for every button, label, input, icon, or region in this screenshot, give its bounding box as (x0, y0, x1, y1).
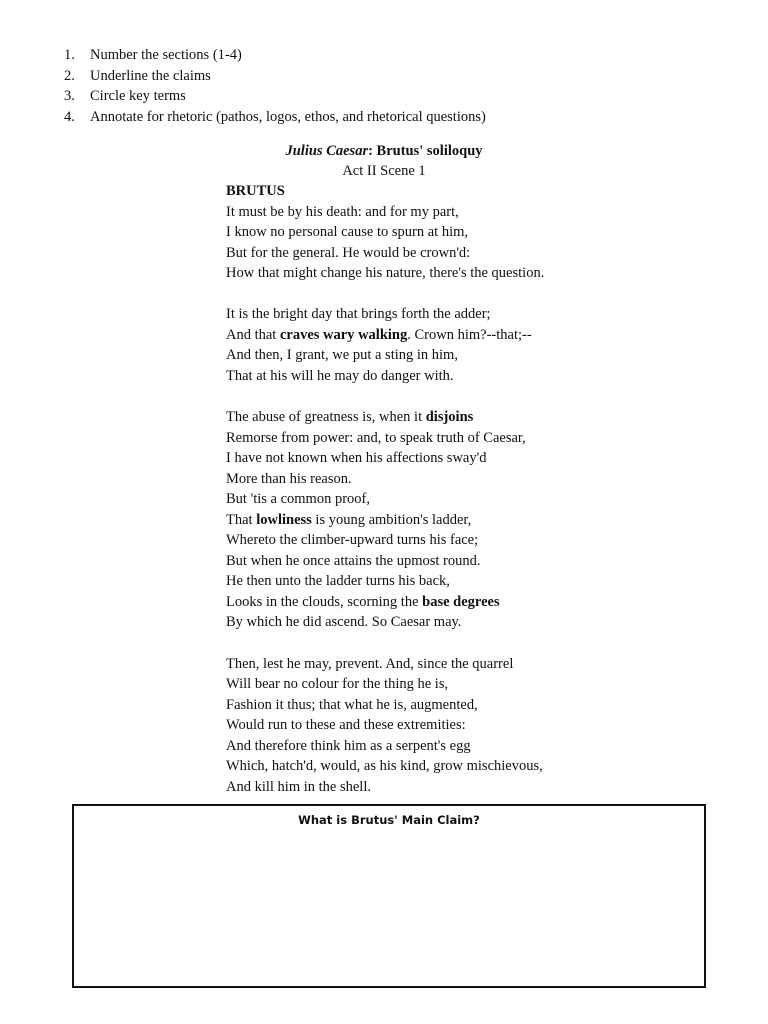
stanza-container (226, 202, 544, 798)
verse-segment: Fashion it thus; that what he is, augmented, (226, 696, 478, 713)
stanza-gap (226, 386, 544, 407)
stanza-1 (226, 202, 544, 284)
verse-line (226, 263, 544, 284)
verse-line (226, 325, 544, 346)
verse-segment: . Crown him?--that;-- (407, 326, 532, 343)
instruction-text: Underline the claims (90, 67, 211, 84)
scene-subtitle: Act II Scene 1 (342, 163, 426, 179)
verse-line (226, 222, 544, 243)
verse-segment: Which, hatch'd, would, as his kind, grow mischievous, (226, 758, 543, 775)
instruction-item (64, 45, 486, 66)
verse-segment: Will bear no colour for the thing he is, (226, 676, 449, 693)
verse-line (226, 510, 544, 531)
verse-line (226, 654, 544, 675)
verse-line (226, 428, 544, 449)
soliloquy-text (226, 181, 544, 797)
verse-line (226, 756, 544, 777)
verse-line (226, 777, 544, 798)
main-claim-box[interactable] (72, 804, 706, 988)
verse-segment: I have not known when his affections sway'd (226, 450, 487, 467)
verse-segment: That at his will he may do danger with. (226, 367, 454, 384)
verse-segment: He then unto the ladder turns his back, (226, 573, 450, 590)
verse-segment: But 'tis a common proof, (226, 491, 370, 508)
instruction-text: Annotate for rhetoric (pathos, logos, ethos, and rhetorical questions) (90, 109, 486, 126)
verse-segment: Would run to these and these extremities: (226, 717, 466, 734)
play-title: Julius Caesar (285, 143, 369, 159)
verse-line (226, 695, 544, 716)
speaker-name: BRUTUS (226, 183, 285, 199)
verse-segment: And kill him in the shell. (226, 778, 371, 795)
key-term: craves wary walking (279, 326, 408, 343)
instruction-number: 3. (64, 88, 75, 105)
verse-line (226, 715, 544, 736)
verse-segment: Then, lest he may, prevent. And, since the quarrel (226, 655, 514, 672)
stanza-4 (226, 654, 544, 798)
verse-line (226, 592, 544, 613)
verse-line (226, 469, 544, 490)
instruction-text: Number the sections (1-4) (90, 47, 242, 63)
document-title (0, 141, 768, 161)
verse-segment: And that (226, 326, 280, 343)
verse-segment: That (226, 511, 257, 528)
verse-segment: It must be by his death: and for my part, (226, 203, 459, 220)
instructions-list (64, 45, 486, 128)
key-term: disjoins (425, 409, 474, 426)
verse-line (226, 571, 544, 592)
stanza-3 (226, 407, 544, 633)
stanza-2 (226, 304, 544, 386)
instruction-number: 1. (64, 47, 75, 63)
verse-segment: And then, I grant, we put a sting in him, (226, 347, 458, 364)
verse-line (226, 407, 544, 428)
verse-segment: Remorse from power: and, to speak truth of Caesar, (226, 429, 526, 446)
verse-segment: I know no personal cause to spurn at him, (226, 224, 469, 241)
verse-segment: More than his reason. (226, 470, 352, 487)
verse-line (226, 345, 544, 366)
verse-segment: And therefore think him as a serpent's egg (226, 737, 471, 754)
key-term: base degrees (422, 593, 500, 610)
verse-line (226, 674, 544, 695)
verse-line (226, 489, 544, 510)
instruction-number: 2. (64, 67, 75, 84)
verse-line (226, 736, 544, 757)
verse-segment: is young ambition's ladder, (311, 511, 472, 528)
verse-segment: By which he did ascend. So Caesar may. (226, 614, 462, 631)
verse-line (226, 530, 544, 551)
verse-line (226, 202, 544, 223)
key-term: lowliness (256, 511, 312, 528)
instruction-number: 4. (64, 109, 75, 126)
verse-line (226, 612, 544, 633)
verse-line (226, 304, 544, 325)
verse-segment: But for the general. He would be crown'd: (226, 244, 471, 261)
instruction-item (64, 66, 486, 87)
verse-segment: The abuse of greatness is, when it (226, 409, 426, 426)
stanza-gap (226, 284, 544, 305)
verse-line (226, 448, 544, 469)
verse-segment: It is the bright day that brings forth the adder; (226, 306, 491, 323)
verse-segment: But when he once attains the upmost round. (226, 552, 481, 569)
verse-segment: Looks in the clouds, scorning the (226, 593, 423, 610)
verse-line (226, 366, 544, 387)
instruction-item (64, 107, 486, 128)
main-claim-label: What is Brutus' Main Claim? (298, 813, 480, 827)
verse-line (226, 551, 544, 572)
instruction-item (64, 86, 486, 107)
title-rest: : Brutus' soliloquy (368, 143, 483, 159)
verse-segment: Whereto the climber-upward turns his face; (226, 532, 479, 549)
verse-segment: How that might change his nature, there's the question. (226, 265, 545, 282)
verse-line (226, 243, 544, 264)
stanza-gap (226, 633, 544, 654)
instruction-text: Circle key terms (90, 88, 186, 105)
